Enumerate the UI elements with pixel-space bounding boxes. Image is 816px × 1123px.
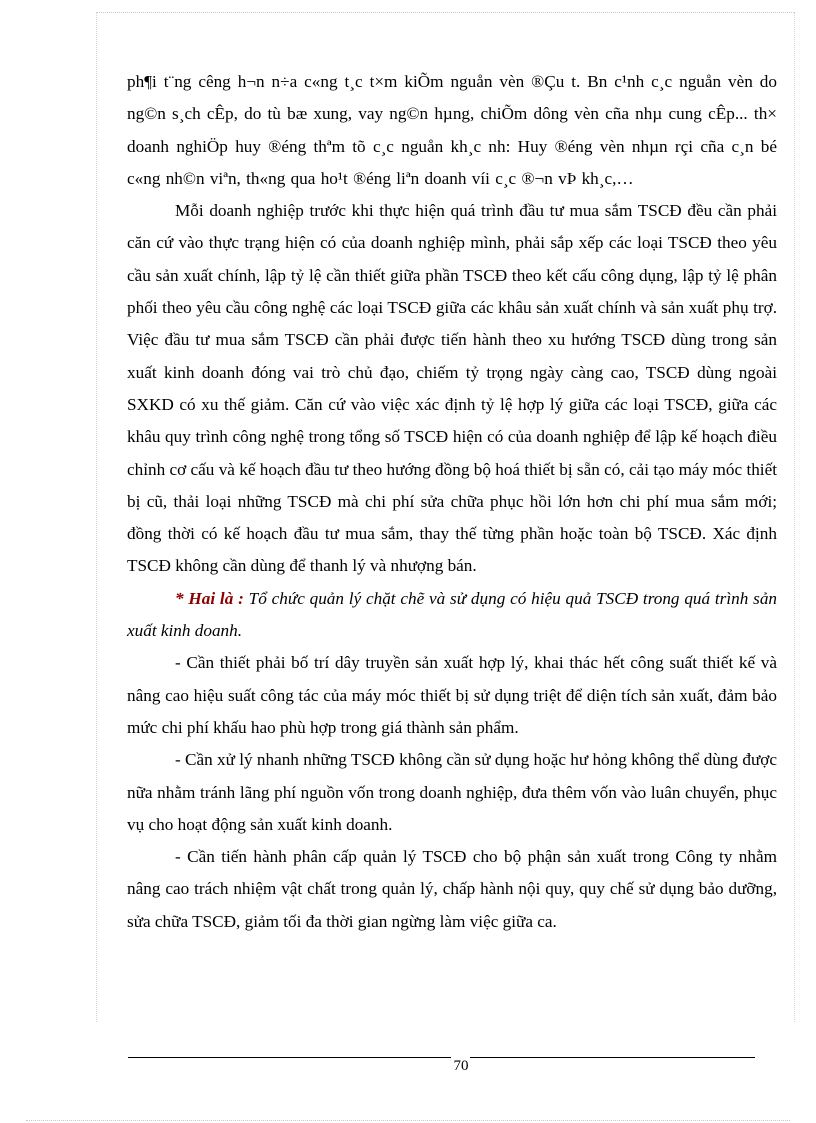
bullet-decentralize-management: - Cần tiến hành phân cấp quản lý TSCĐ cho bộ phận sản xuất trong Công ty nhằm nâng cao trách nhiệm vật chất trong quản lý, chấp hành nội quy, quy chế sử dụng bảo dưỡng, sửa chữa TSCĐ, giảm tối đa thời gian ngừng làm việc giữa ca. — [127, 847, 777, 931]
heading-label: * Hai là : — [175, 588, 244, 608]
bullet-dispose-assets: - Cần xử lý nhanh những TSCĐ không cần sử dụng hoặc hư hỏng không thể dùng được nữa nhằm tránh lãng phí nguồn vốn trong doanh nghiệp, đưa thêm vốn vào luân chuyển, phục vụ cho hoạt động sản xuất kinh doanh. — [127, 750, 777, 834]
page-border-left — [96, 12, 97, 1022]
paragraph-legacy-encoding: ph¶i t¨ng cêng h¬n n÷a c«ng t¸c t×m kiÕm nguån vèn ®Çu t. Bn c¹nh c¸c nguån vèn do ng©n s¸ch cÊp, do tù bæ xung, vay ng©n hµng, chiÕm dông vèn cña nhµ cung cÊp... th× doanh nghiÖp huy ®éng thªm tõ c¸c nguån kh¸c nh: Huy ®éng vèn nhµn rçi cña c¸n bé c«ng nh©n viªn, th«ng qua ho¹t ®éng liªn doanh víi c¸c ®¬n vÞ kh¸c,… — [127, 72, 777, 188]
document-body — [127, 66, 777, 938]
footer-rule-left — [128, 1057, 451, 1058]
page-border-right — [794, 12, 795, 1022]
footer-rule-right — [470, 1057, 755, 1058]
heading-text: Tổ chức quản lý chặt chẽ và sử dụng có hiệu quả TSCĐ trong quá trình sản xuất kinh doanh. — [127, 588, 778, 641]
page-number: 70 — [453, 1058, 469, 1074]
section-heading — [127, 583, 777, 648]
bullet-production-line: - Cần thiết phải bố trí dây truyền sản xuất hợp lý, khai thác hết công suất thiết kế và nâng cao hiệu suất công tác của máy móc thiết bị sử dụng triệt để diện tích sản xuất, đảm bảo mức chi phí khấu hao phù hợp trong giá thành sản phẩm. — [127, 653, 777, 737]
page-border-bottom — [26, 1120, 790, 1121]
page-border-top — [96, 12, 794, 13]
paragraph-investment-planning: Mỗi doanh nghiệp trước khi thực hiện quá trình đầu tư mua sắm TSCĐ đều cần phải căn cứ vào thực trạng hiện có của doanh nghiệp mình, phải sắp xếp các loại TSCĐ theo yêu cầu sản xuất chính, lập tỷ lệ cần thiết giữa phần TSCĐ theo kết cấu công dụng, lập tỷ lệ phân phối theo yêu cầu công nghệ các loại TSCĐ giữa các khâu sản xuất chính và sản xuất phụ trợ. Việc đầu tư mua sắm TSCĐ cần phải được tiến hành theo xu hướng TSCĐ dùng trong sản xuất kinh doanh đóng vai trò chủ đạo, chiếm tỷ trọng ngày càng cao, TSCĐ dùng ngoài SXKD có xu thế giảm. Căn cứ vào việc xác định tỷ lệ hợp lý giữa các loại TSCĐ, giữa các khâu quy trình công nghệ trong tổng số TSCĐ hiện có của doanh nghiệp để lập kế hoạch điều chỉnh cơ cấu và kế hoạch đầu tư theo hướng đồng bộ hoá thiết bị sẵn có, cải tạo máy móc thiết bị cũ, thải loại những TSCĐ mà chi phí sửa chữa phục hồi lớn hơn chi phí mua sắm mới; đồng thời có kế hoạch đầu tư mua sắm, thay thế từng phần hoặc toàn bộ TSCĐ. Xác định TSCĐ không cần dùng để thanh lý và nhượng bán. — [127, 201, 777, 576]
